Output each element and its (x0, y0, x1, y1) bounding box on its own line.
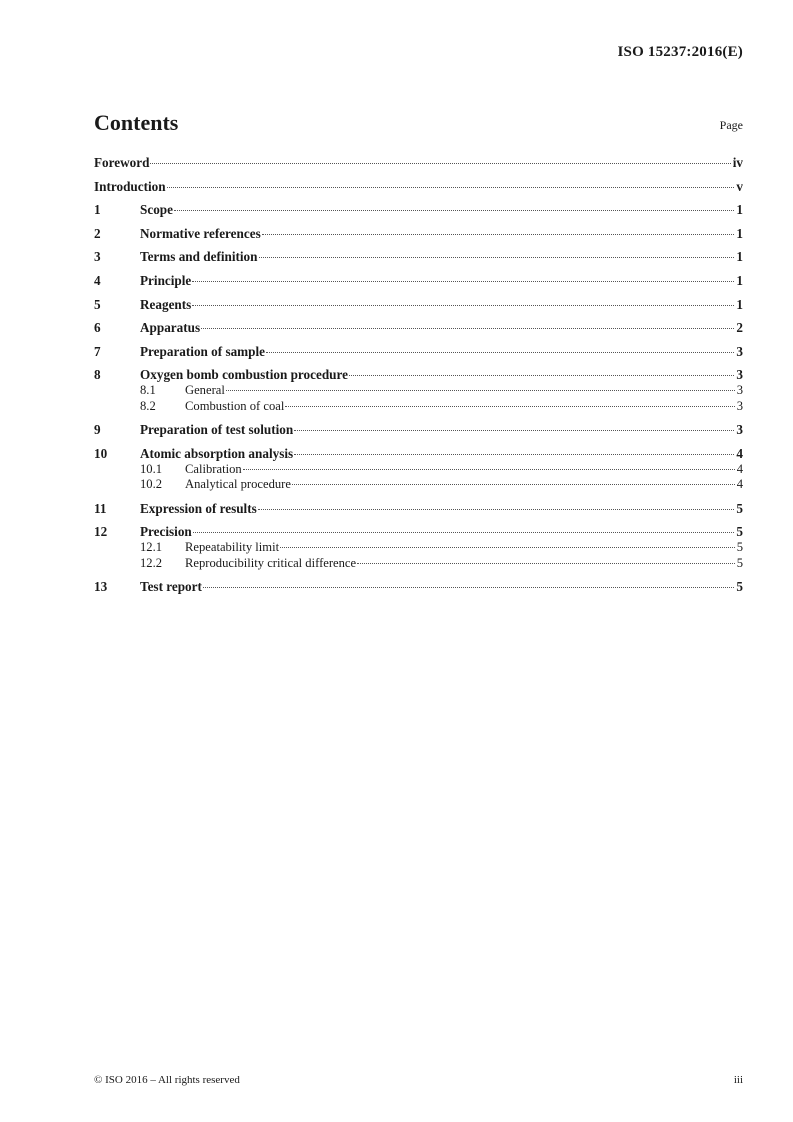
toc-dot-leader (357, 563, 735, 564)
toc-entry-label: Preparation of sample (140, 343, 266, 359)
toc-entry-number: 5 (94, 296, 101, 312)
toc-dot-leader (243, 469, 735, 470)
page-footer (94, 1074, 743, 1086)
toc-entry[interactable] (94, 477, 743, 493)
toc-entry-page: 3 (736, 367, 743, 383)
contents-heading-row (94, 110, 743, 136)
toc-dot-leader (167, 187, 735, 188)
toc-entry-page: iv (732, 155, 743, 170)
toc-entry-number: 12.2 (140, 555, 163, 570)
page-number: iii (733, 1074, 743, 1086)
toc-entry-label: Reagents (140, 296, 192, 312)
toc-entry-label: Apparatus (140, 320, 201, 336)
toc-entry-page: 5 (736, 500, 743, 516)
toc-entry-label: Repeatability limit (185, 540, 280, 555)
toc-dot-leader (266, 352, 734, 353)
toc-entry-page: 4 (736, 445, 743, 461)
toc-entry-label: Atomic absorption analysis (140, 445, 294, 461)
toc-entry-number: 11 (94, 500, 107, 516)
toc-entry-number: 1 (94, 202, 101, 218)
toc-entry-number: 4 (94, 272, 101, 288)
toc-entry-number: 12 (94, 524, 108, 540)
toc-entry[interactable] (94, 540, 743, 556)
toc-entry[interactable] (94, 500, 743, 517)
toc-dot-leader (294, 430, 734, 431)
toc-entry[interactable] (94, 272, 743, 289)
toc-entry-label: Oxygen bomb combustion procedure (140, 367, 348, 383)
toc-dot-leader (258, 509, 735, 510)
toc-entry-number: 8.1 (140, 383, 156, 398)
toc-entry-page: 1 (736, 272, 743, 288)
toc-entry-number: 10.1 (140, 461, 163, 476)
toc-entry[interactable] (94, 523, 743, 540)
toc-entry-label: Introduction (94, 178, 166, 194)
toc-entry-label: Precision (140, 524, 192, 540)
toc-entry[interactable] (94, 154, 743, 171)
toc-entry[interactable] (94, 578, 743, 595)
toc-entry-page: 1 (736, 225, 743, 241)
toc-entry-page: 4 (736, 477, 743, 492)
toc-dot-leader (226, 390, 735, 391)
toc-entry[interactable] (94, 366, 743, 383)
toc-entry-page: 3 (736, 398, 743, 413)
toc-dot-leader (203, 587, 735, 588)
toc-entry[interactable] (94, 556, 743, 572)
toc-entry-page: 5 (736, 540, 743, 555)
toc-entry[interactable] (94, 462, 743, 478)
toc-dot-leader (292, 484, 735, 485)
toc-entry-page: 5 (736, 578, 743, 594)
toc-entry[interactable] (94, 319, 743, 336)
toc-entry-label: Foreword (94, 155, 150, 170)
contents-title: Contents (94, 110, 179, 135)
toc-entry-label: Test report (140, 578, 202, 594)
toc-entry-number: 9 (94, 422, 101, 438)
toc-entry-number: 10.2 (140, 477, 163, 492)
toc-dot-leader (259, 257, 735, 258)
toc-entry-label: Reproducibility critical difference (185, 555, 357, 570)
toc-entry-page: 1 (736, 296, 743, 312)
toc-dot-leader (294, 454, 734, 455)
toc-entry-page: v (736, 178, 743, 194)
document-id: ISO 15237:2016(E) (617, 44, 743, 60)
toc-entry-number: 13 (94, 578, 108, 594)
toc-entry-label: Combustion of coal (185, 398, 285, 413)
toc-entry[interactable] (94, 421, 743, 438)
copyright-notice: © ISO 2016 – All rights reserved (94, 1074, 240, 1086)
toc-entry[interactable] (94, 201, 743, 218)
toc-entry-number: 8.2 (140, 398, 156, 413)
toc-entry-page: 4 (736, 461, 743, 476)
toc-entry-number: 6 (94, 320, 101, 336)
table-of-contents (94, 154, 743, 595)
toc-entry-page: 5 (736, 555, 743, 570)
toc-dot-leader (193, 532, 735, 533)
toc-entry-number: 2 (94, 225, 101, 241)
toc-dot-leader (349, 375, 734, 376)
toc-dot-leader (192, 281, 734, 282)
toc-entry-label: General (185, 383, 225, 398)
toc-entry[interactable] (94, 225, 743, 242)
toc-entry-number: 3 (94, 249, 101, 265)
toc-entry-page: 5 (736, 524, 743, 540)
toc-entry-number: 7 (94, 343, 101, 359)
toc-entry-page: 3 (736, 343, 743, 359)
toc-entry-label: Scope (140, 202, 173, 218)
toc-entry-label: Expression of results (140, 500, 257, 516)
toc-entry-page: 3 (736, 422, 743, 438)
toc-entry-number: 10 (94, 445, 108, 461)
toc-entry[interactable] (94, 248, 743, 265)
toc-entry-number: 12.1 (140, 540, 163, 555)
toc-dot-leader (174, 210, 734, 211)
toc-entry-page: 1 (736, 249, 743, 265)
toc-entry[interactable] (94, 296, 743, 313)
toc-dot-leader (280, 547, 735, 548)
toc-entry-page: 3 (736, 383, 743, 398)
toc-entry-label: Normative references (140, 225, 261, 241)
toc-dot-leader (262, 234, 735, 235)
toc-entry-label: Principle (140, 272, 192, 288)
toc-dot-leader (192, 305, 734, 306)
toc-entry-label: Calibration (185, 461, 242, 476)
toc-entry[interactable] (94, 445, 743, 462)
toc-entry[interactable] (94, 343, 743, 360)
toc-entry[interactable] (94, 399, 743, 415)
toc-entry-label: Analytical procedure (185, 477, 291, 492)
toc-entry-label: Terms and definition (140, 249, 258, 265)
toc-entry[interactable] (94, 178, 743, 195)
toc-dot-leader (150, 163, 730, 164)
toc-entry-number: 8 (94, 367, 101, 383)
toc-dot-leader (201, 328, 734, 329)
toc-entry[interactable] (94, 383, 743, 399)
toc-dot-leader (285, 406, 734, 407)
toc-entry-page: 1 (736, 202, 743, 218)
page-column-label: Page (719, 118, 743, 132)
toc-entry-page: 2 (736, 320, 743, 336)
toc-entry-label: Preparation of test solution (140, 422, 294, 438)
